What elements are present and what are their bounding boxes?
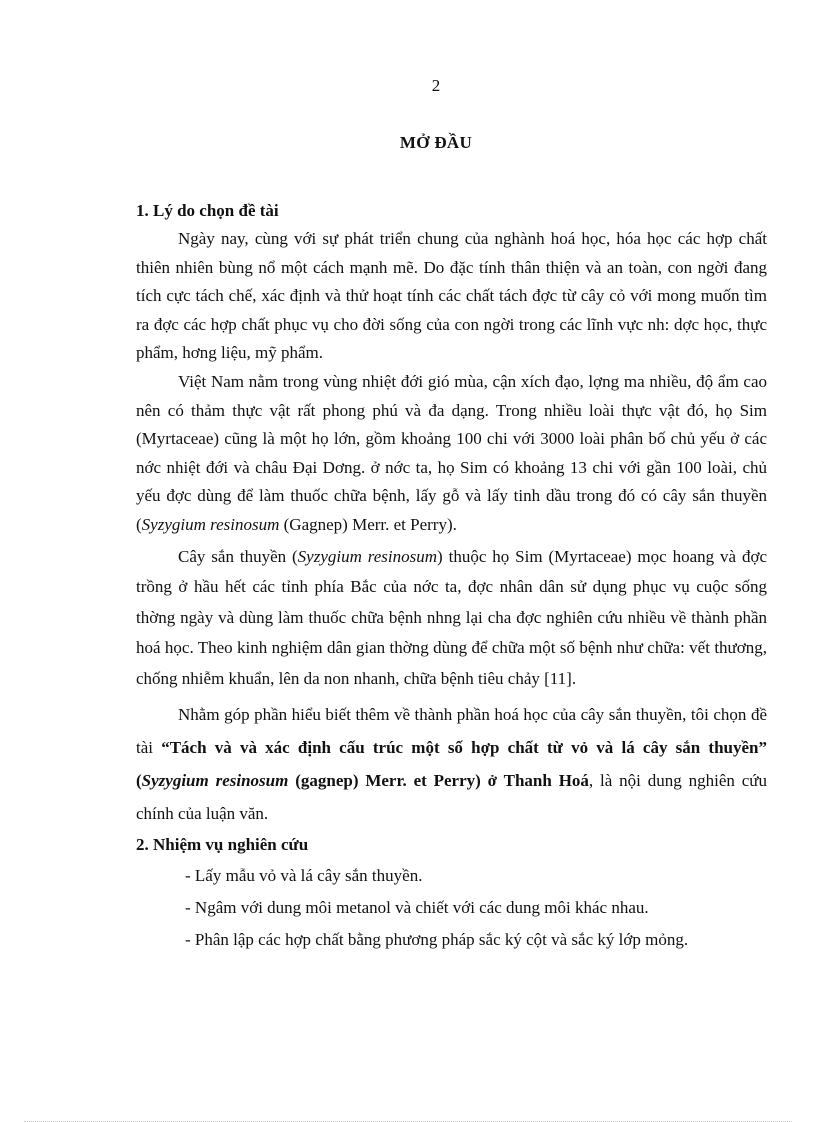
species-name-2: Syzygium resinosum [297,546,438,566]
paragraph-2 [136,368,767,540]
section1-heading: 1. Lý do chọn đề tài [136,201,279,220]
task-item-3: - Phân lập các hợp chất bằng phương pháp sắc ký cột và sắc ký lớp mỏng. [185,930,689,950]
species-name: Syzygium resinosum [141,514,280,534]
task-item-1: - Lấy mẫu vỏ và lá cây sắn thuyền. [185,866,423,886]
paragraph-2-text: Việt Nam nằm trong vùng nhiệt đới gió mùa, cận xích đạo, lợng ma nhiều, độ ẩm cao nên có thảm thực vật rất phong phú và đa dạng. Trong nhiều loài thực vật đó, họ Sim (Myrtaceae) cũng là một họ lớn, gồm khoảng 100 chi với 3000 loài phân bố chủ yếu ở các nớc nhiệt đới và châu Đại Dơng. ở nớc ta, họ Sim có khoảng 13 chi với gần 100 loài, chủ yếu đợc dùng để làm thuốc chữa bệnh, lấy gỗ và lấy tinh dầu trong đó có cây sắn thuyền ( [136,371,767,534]
paragraph-4-lead: Nhằm góp phần hiểu biết thêm về thành phần hoá học của cây sắn thuyền, tôi chọn đề tài [136,705,767,758]
paragraph-2-tail: (Gagnep) Merr. et Perry). [279,514,457,534]
paragraph-4 [136,698,767,830]
page-title: MỞ ĐẦU [399,133,473,152]
paragraph-3-lead: Cây sắn thuyền ( [178,546,298,566]
main-content [136,197,767,956]
paragraph-1: Ngày nay, cùng với sự phát triển chung của nghành hoá học, hóa học các hợp chất thiên nhiên bùng nổ một cách mạnh mẽ. Do đặc tính thân thiện và an toàn, con ngời đang tích cực tách chế, xác định và thử hoạt tính các chất tách đợc từ cây cỏ với mong muốn tìm ra đợc các hợp chất phục vụ cho đời sống của con ngời trong các lĩnh vực nh: dợc học, thực phẩm, hơng liệu, mỹ phẩm. [136,229,767,363]
footer-divider [24,1121,792,1122]
paragraph-4-tail: , là nội dung nghiên cứu chính của luận văn. [136,771,767,824]
thesis-species: Syzygium resinosum [141,771,289,791]
paragraph-3-text: ) thuộc họ Sim (Myrtaceae) mọc hoang và đợc trồng ở hầu hết các tỉnh phía Bắc của nớc ta, đợc nhân dân sử dụng phục vụ cuộc sống thờng ngày và dùng làm thuốc chữa bệnh nhng lại cha đợc nghiên cứu nhiều về thành phần hoá học. Theo kinh nghiệm dân gian thờng dùng để chữa một số bệnh như chữa: vết thương, chống nhiễm khuẩn, lên da non nhanh, chữa bệnh tiêu chảy [11]. [136,546,767,688]
thesis-title: “Tách và và xác định cấu trúc một số hợp chất từ vỏ và lá cây sắn thuyền” ( [136,738,767,791]
paragraph-3 [136,542,767,695]
task-item-2: - Ngâm với dung môi metanol và chiết với các dung môi khác nhau. [185,898,649,918]
page-number: 2 [431,76,441,95]
section2-heading: 2. Nhiệm vụ nghiên cứu [136,835,309,855]
thesis-title-tail: (gagnep) Merr. et Perry) ở Thanh Hoá [288,771,589,791]
